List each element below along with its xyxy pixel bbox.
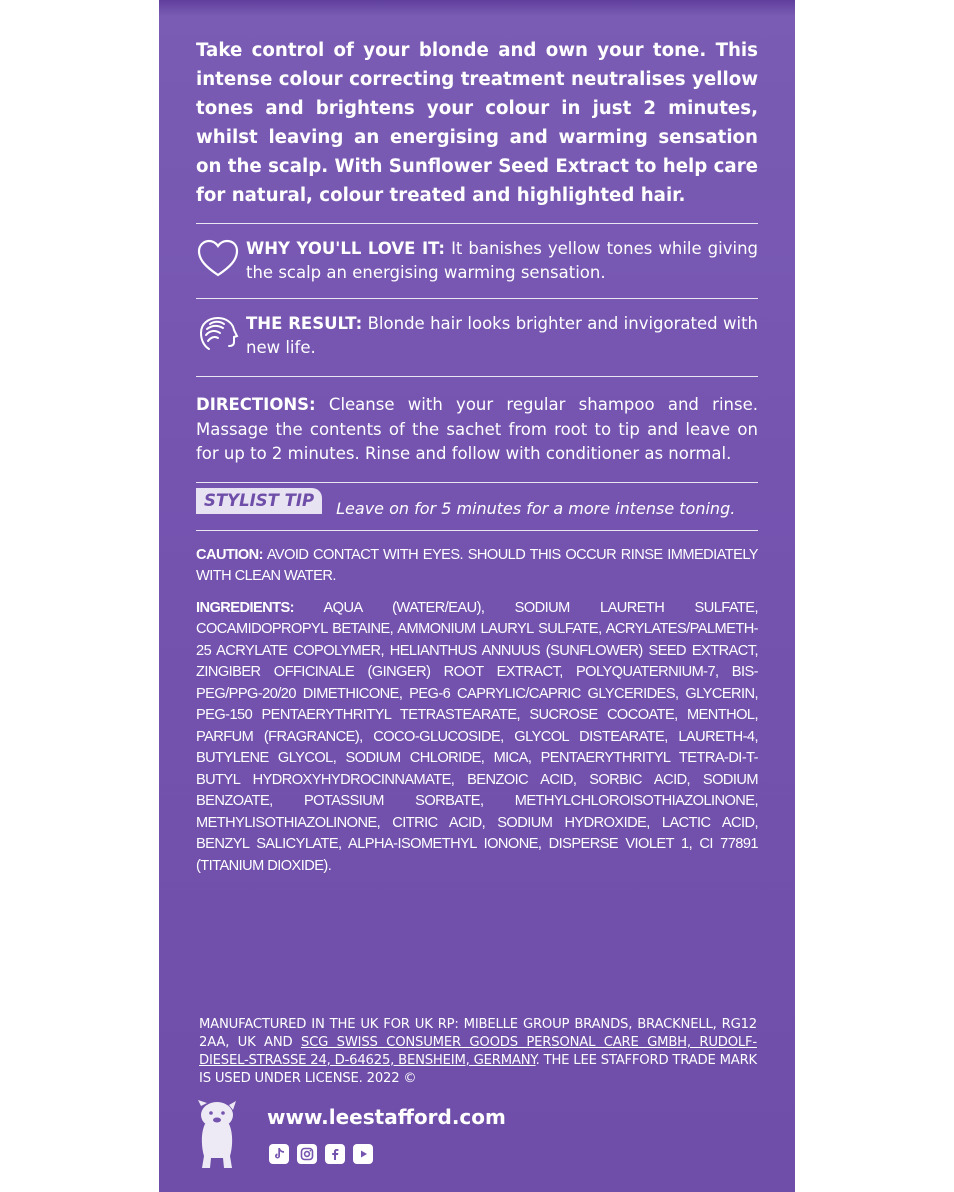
stylist-tip-badge: STYLIST TIP [196, 488, 322, 514]
why-title: WHY YOU'LL LOVE IT: [246, 239, 446, 258]
directions-body: Cleanse with your regular shampoo and rinse. Massage the contents of the sachet from root to tip and leave on for up to 2 minutes. Rinse and follow with conditioner as normal. [196, 395, 758, 463]
intro-text: Take control of your blonde and own your tone. This intense colour correcting treatment neutralises yellow tones and brightens your colour in just 2 minutes, whilst leaving an energising and warming sensation on the scalp. With Sunflower Seed Extract to help care for natural, colour treated and highlighted hair. [196, 40, 758, 206]
legal-part-2: . THE LEE STAFFORD TRADE MARK IS USED UNDER LICENSE. 2022 © [199, 1053, 757, 1086]
divider [196, 376, 758, 377]
instagram-icon[interactable] [297, 1144, 317, 1164]
divider [196, 223, 758, 224]
ingredients-text [196, 598, 758, 878]
result-body: Blonde hair looks brighter and invigorated with new life. [246, 314, 759, 357]
bulldog-logo-icon [195, 1098, 239, 1172]
website-link[interactable]: www.leestafford.com [267, 1105, 506, 1129]
result-text [246, 312, 758, 360]
product-box-back [159, 0, 795, 1192]
ingredients-body: AQUA (WATER/EAU), SODIUM LAURETH SULFATE, COCAMIDOPROPYL BETAINE, AMMONIUM LAURYL SULFATE, ACRYLATES/PALMETH-25 ACRYLATE COPOLYMER, HELIANTHUS ANNUUS (SUNFLOWER) SEED EXTRACT, ZINGIBER OFFICINALE (GINGER) ROOT EXTRACT, POLYQUATERNIUM-7, BIS-PEG/PPG-20/20 DIMETHICONE, PEG-6 CAPRYLIC/CAPRIC GLYCERIDES, GLYCERIN, PEG-150 PENTAERYTHRITYL TETRASTEARATE, SUCROSE COCOATE, MENTHOL, PARFUM (FRAGRANCE), COCO-GLUCOSIDE, GLYCOL DISTEARATE, LAURETH-4, BUTYLENE GLYCOL, SODIUM CHLORIDE, MICA, PENTAERYTHRITYL TETRA-DI-T-BUTYL HYDROXYHYDROCINNAMATE, BENZOIC ACID, SORBIC ACID, SODIUM BENZOATE, POTASSIUM SORBATE, METHYLCHLOROISOTHIAZOLINONE, METHYLISOTHIAZOLINONE, CITRIC ACID, SODIUM HYDROXIDE, LACTIC ACID, BENZYL SALICYLATE, ALPHA-ISOMETHYL IONONE, DISPERSE VIOLET 1, CI 77891 (TITANIUM DIOXIDE). [196, 599, 758, 874]
top-edge-shadow [159, 0, 795, 16]
result-section [196, 312, 758, 360]
caution-body: AVOID CONTACT WITH EYES. SHOULD THIS OCCUR RINSE IMMEDIATELY WITH CLEAN WATER. [196, 546, 758, 584]
directions-title: DIRECTIONS: [196, 395, 316, 414]
heart-icon [196, 237, 240, 281]
facebook-icon[interactable] [325, 1144, 345, 1164]
legal-address: SCG SWISS CONSUMER GOODS PERSONAL CARE GMBH, RUDOLF-DIESEL-STRASSE 24, D-64625, BENSHEIM, GERMANY [199, 1035, 757, 1068]
hair-profile-icon [196, 312, 240, 356]
divider [196, 530, 758, 531]
content-column [196, 36, 758, 877]
legal-text [199, 1016, 757, 1088]
youtube-icon[interactable] [353, 1144, 373, 1164]
directions-text [196, 393, 758, 467]
result-title: THE RESULT: [246, 314, 363, 333]
caution-title: CAUTION: [196, 546, 263, 563]
tiktok-icon[interactable] [269, 1144, 289, 1164]
stylist-tip [196, 485, 758, 518]
legal-part-1: MANUFACTURED IN THE UK FOR UK RP: MIBELLE GROUP BRANDS, BRACKNELL, RG12 2AA, UK AND [199, 1017, 757, 1050]
footer [195, 1098, 755, 1178]
ingredients-title: INGREDIENTS: [196, 599, 294, 616]
why-body: It banishes yellow tones while giving the scalp an energising warming sensation. [246, 239, 758, 282]
stylist-tip-text: Leave on for 5 minutes for a more intense toning. [336, 498, 736, 518]
social-links [269, 1144, 373, 1164]
why-section [196, 237, 758, 285]
divider [196, 482, 758, 483]
divider [196, 298, 758, 299]
why-text [246, 237, 758, 285]
caution-text [196, 545, 758, 588]
